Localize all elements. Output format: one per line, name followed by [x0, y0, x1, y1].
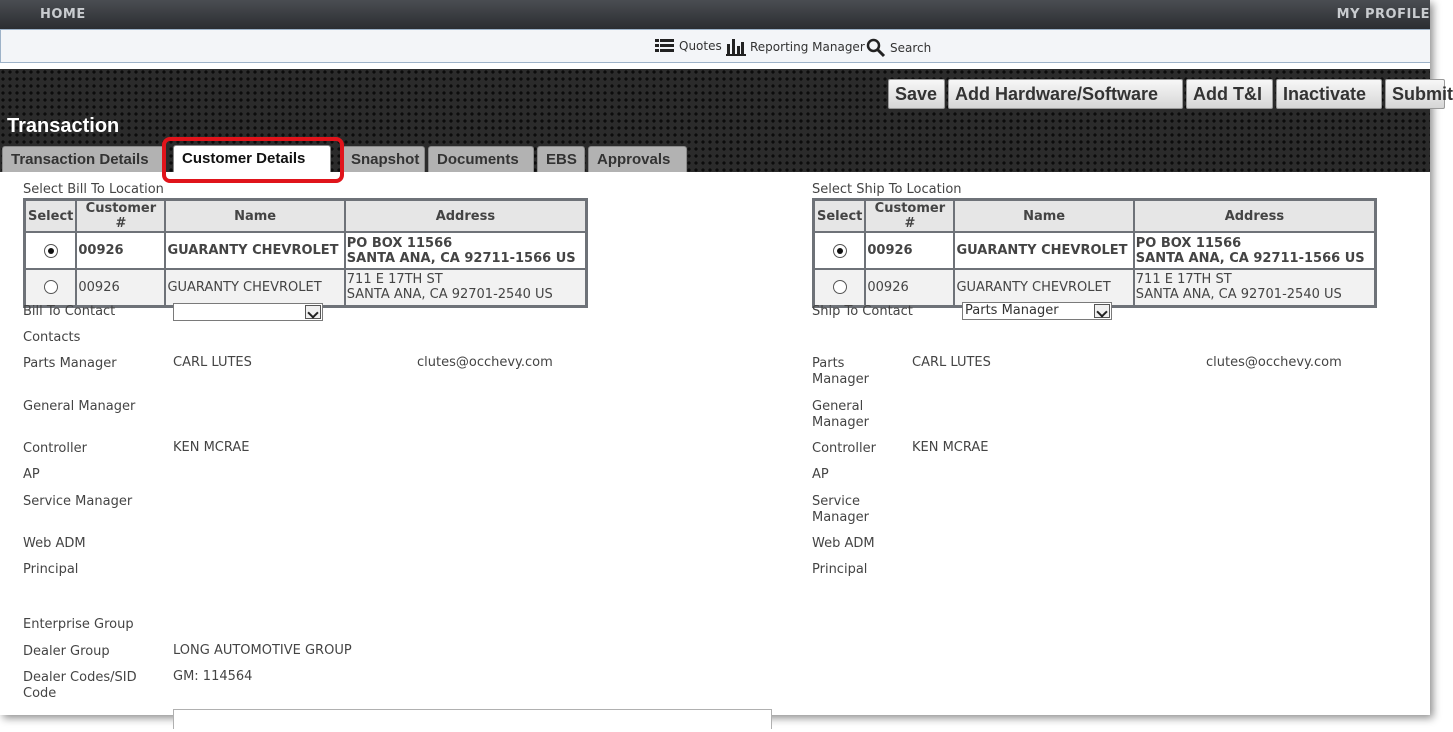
contact-name: CARL LUTES [173, 355, 252, 370]
tab-transaction-details[interactable]: Transaction Details [2, 146, 166, 172]
column-header-address: Address [345, 200, 587, 233]
tab-approvals[interactable]: Approvals [588, 146, 687, 172]
bill-to-heading: Select Bill To Location [23, 182, 164, 197]
nav-reporting-manager[interactable] [726, 38, 865, 56]
bill-to-contact-label: Bill To Contact [23, 304, 116, 319]
nav-quotes[interactable] [655, 38, 722, 53]
address-cell [1134, 232, 1376, 269]
enterprise-group-label: Enterprise Group [23, 617, 134, 632]
tab-snapshot[interactable]: Snapshot [342, 146, 425, 172]
ship-to-radio-2[interactable] [833, 280, 847, 294]
address-line-1: 711 E 17TH ST [1135, 272, 1232, 288]
bill-to-table [23, 198, 588, 308]
contact-name: KEN MCRAE [912, 440, 989, 455]
save-button[interactable]: Save [888, 79, 945, 109]
table-row[interactable] [814, 269, 1376, 306]
notes-textarea[interactable] [173, 709, 772, 729]
top-nav-bar [0, 0, 1430, 29]
column-header-name: Name [165, 200, 344, 233]
bill-to-radio-2[interactable] [44, 280, 58, 294]
table-row[interactable] [814, 232, 1376, 269]
tab-customer-details[interactable]: Customer Details [173, 145, 331, 172]
tab-ebs[interactable]: EBS [537, 146, 585, 172]
contact-name: CARL LUTES [912, 355, 991, 370]
contact-role: General Manager [23, 399, 136, 414]
list-icon [655, 38, 675, 53]
nav-search[interactable] [866, 38, 931, 58]
tab-documents[interactable]: Documents [428, 146, 534, 172]
dealer-group-value: LONG AUTOMOTIVE GROUP [173, 643, 352, 658]
sub-nav-bar [0, 29, 1430, 63]
address-line-1: PO BOX 11566 [346, 235, 453, 251]
contact-role: Web ADM [812, 536, 875, 551]
page-title: Transaction [7, 115, 120, 137]
add-hardware-software-button[interactable]: Add Hardware/Software [948, 79, 1183, 109]
customer-name: GUARANTY CHEVROLET [165, 269, 344, 306]
nav-search-label: Search [890, 41, 932, 55]
customer-number: 00926 [76, 232, 165, 269]
nav-home-link[interactable]: HOME [40, 7, 86, 22]
customer-number: 00926 [865, 269, 954, 306]
customer-name: GUARANTY CHEVROLET [165, 232, 344, 269]
address-line-2: SANTA ANA, CA 92701-2540 US [1135, 287, 1342, 303]
add-t-and-i-button[interactable]: Add T&I [1186, 79, 1273, 109]
nav-my-profile-link[interactable]: MY PROFILE [1336, 7, 1430, 22]
address-line-1: 711 E 17TH ST [346, 272, 443, 288]
table-header-row [25, 200, 587, 233]
contact-email: clutes@occhevy.com [1206, 355, 1342, 370]
inactivate-button[interactable]: Inactivate [1276, 79, 1382, 109]
contact-role: AP [812, 467, 829, 482]
address-line-2: SANTA ANA, CA 92711-1566 US [1135, 250, 1365, 266]
column-header-select: Select [25, 200, 77, 233]
customer-name: GUARANTY CHEVROLET [954, 232, 1133, 269]
bill-to-radio-1[interactable] [44, 244, 58, 258]
select-cell [25, 269, 77, 306]
column-header-address: Address [1134, 200, 1376, 233]
chevron-down-icon[interactable] [1094, 304, 1110, 318]
contact-role: Parts Manager [812, 356, 869, 387]
dealer-group-label: Dealer Group [23, 644, 110, 659]
customer-number: 00926 [76, 269, 165, 306]
nav-reporting-manager-label: Reporting Manager [750, 40, 865, 54]
ship-to-heading: Select Ship To Location [812, 182, 962, 197]
contact-role: AP [23, 467, 40, 482]
contact-role: Principal [812, 562, 868, 577]
contact-role: Controller [812, 441, 876, 456]
column-header-customer: Customer # [865, 200, 954, 233]
contact-role: Web ADM [23, 536, 86, 551]
contact-role: Service Manager [23, 494, 133, 509]
dealer-codes-value: GM: 114564 [173, 669, 253, 684]
contact-email: clutes@occhevy.com [417, 355, 553, 370]
bill-to-contact-select[interactable] [173, 303, 323, 321]
contact-role: Service Manager [812, 494, 869, 525]
address-line-2: SANTA ANA, CA 92711-1566 US [346, 250, 576, 266]
contact-name: KEN MCRAE [173, 440, 250, 455]
address-cell [345, 269, 587, 306]
column-header-select: Select [814, 200, 866, 233]
address-cell [345, 232, 587, 269]
table-row[interactable] [25, 232, 587, 269]
table-row[interactable] [25, 269, 587, 306]
ship-to-table [812, 198, 1377, 308]
contact-role: Controller [23, 441, 87, 456]
ship-to-radio-1[interactable] [833, 244, 847, 258]
ship-to-contact-select[interactable] [962, 302, 1112, 320]
contact-role: General Manager [812, 399, 869, 430]
chevron-down-icon[interactable] [305, 305, 321, 319]
search-icon [866, 38, 886, 58]
contacts-label: Contacts [23, 330, 81, 345]
nav-quotes-label: Quotes [679, 38, 722, 53]
customer-number: 00926 [865, 232, 954, 269]
select-cell [814, 269, 866, 306]
table-header-row [814, 200, 1376, 233]
column-header-name: Name [954, 200, 1133, 233]
address-line-2: SANTA ANA, CA 92701-2540 US [346, 287, 553, 303]
submit-button[interactable]: Submit [1385, 79, 1445, 109]
transaction-header [0, 69, 1453, 172]
column-header-customer: Customer # [76, 200, 165, 233]
select-cell [25, 232, 77, 269]
customer-name: GUARANTY CHEVROLET [954, 269, 1133, 306]
address-line-1: PO BOX 11566 [1135, 235, 1242, 251]
dealer-codes-label: Dealer Codes/SID Code [23, 670, 137, 701]
address-cell [1134, 269, 1376, 306]
ship-to-contact-value: Parts Manager [965, 303, 1059, 318]
contact-role: Parts Manager [23, 356, 117, 371]
select-cell [814, 232, 866, 269]
bar-chart-icon [726, 38, 746, 56]
contact-role: Principal [23, 562, 79, 577]
ship-to-contact-label: Ship To Contact [812, 304, 913, 319]
